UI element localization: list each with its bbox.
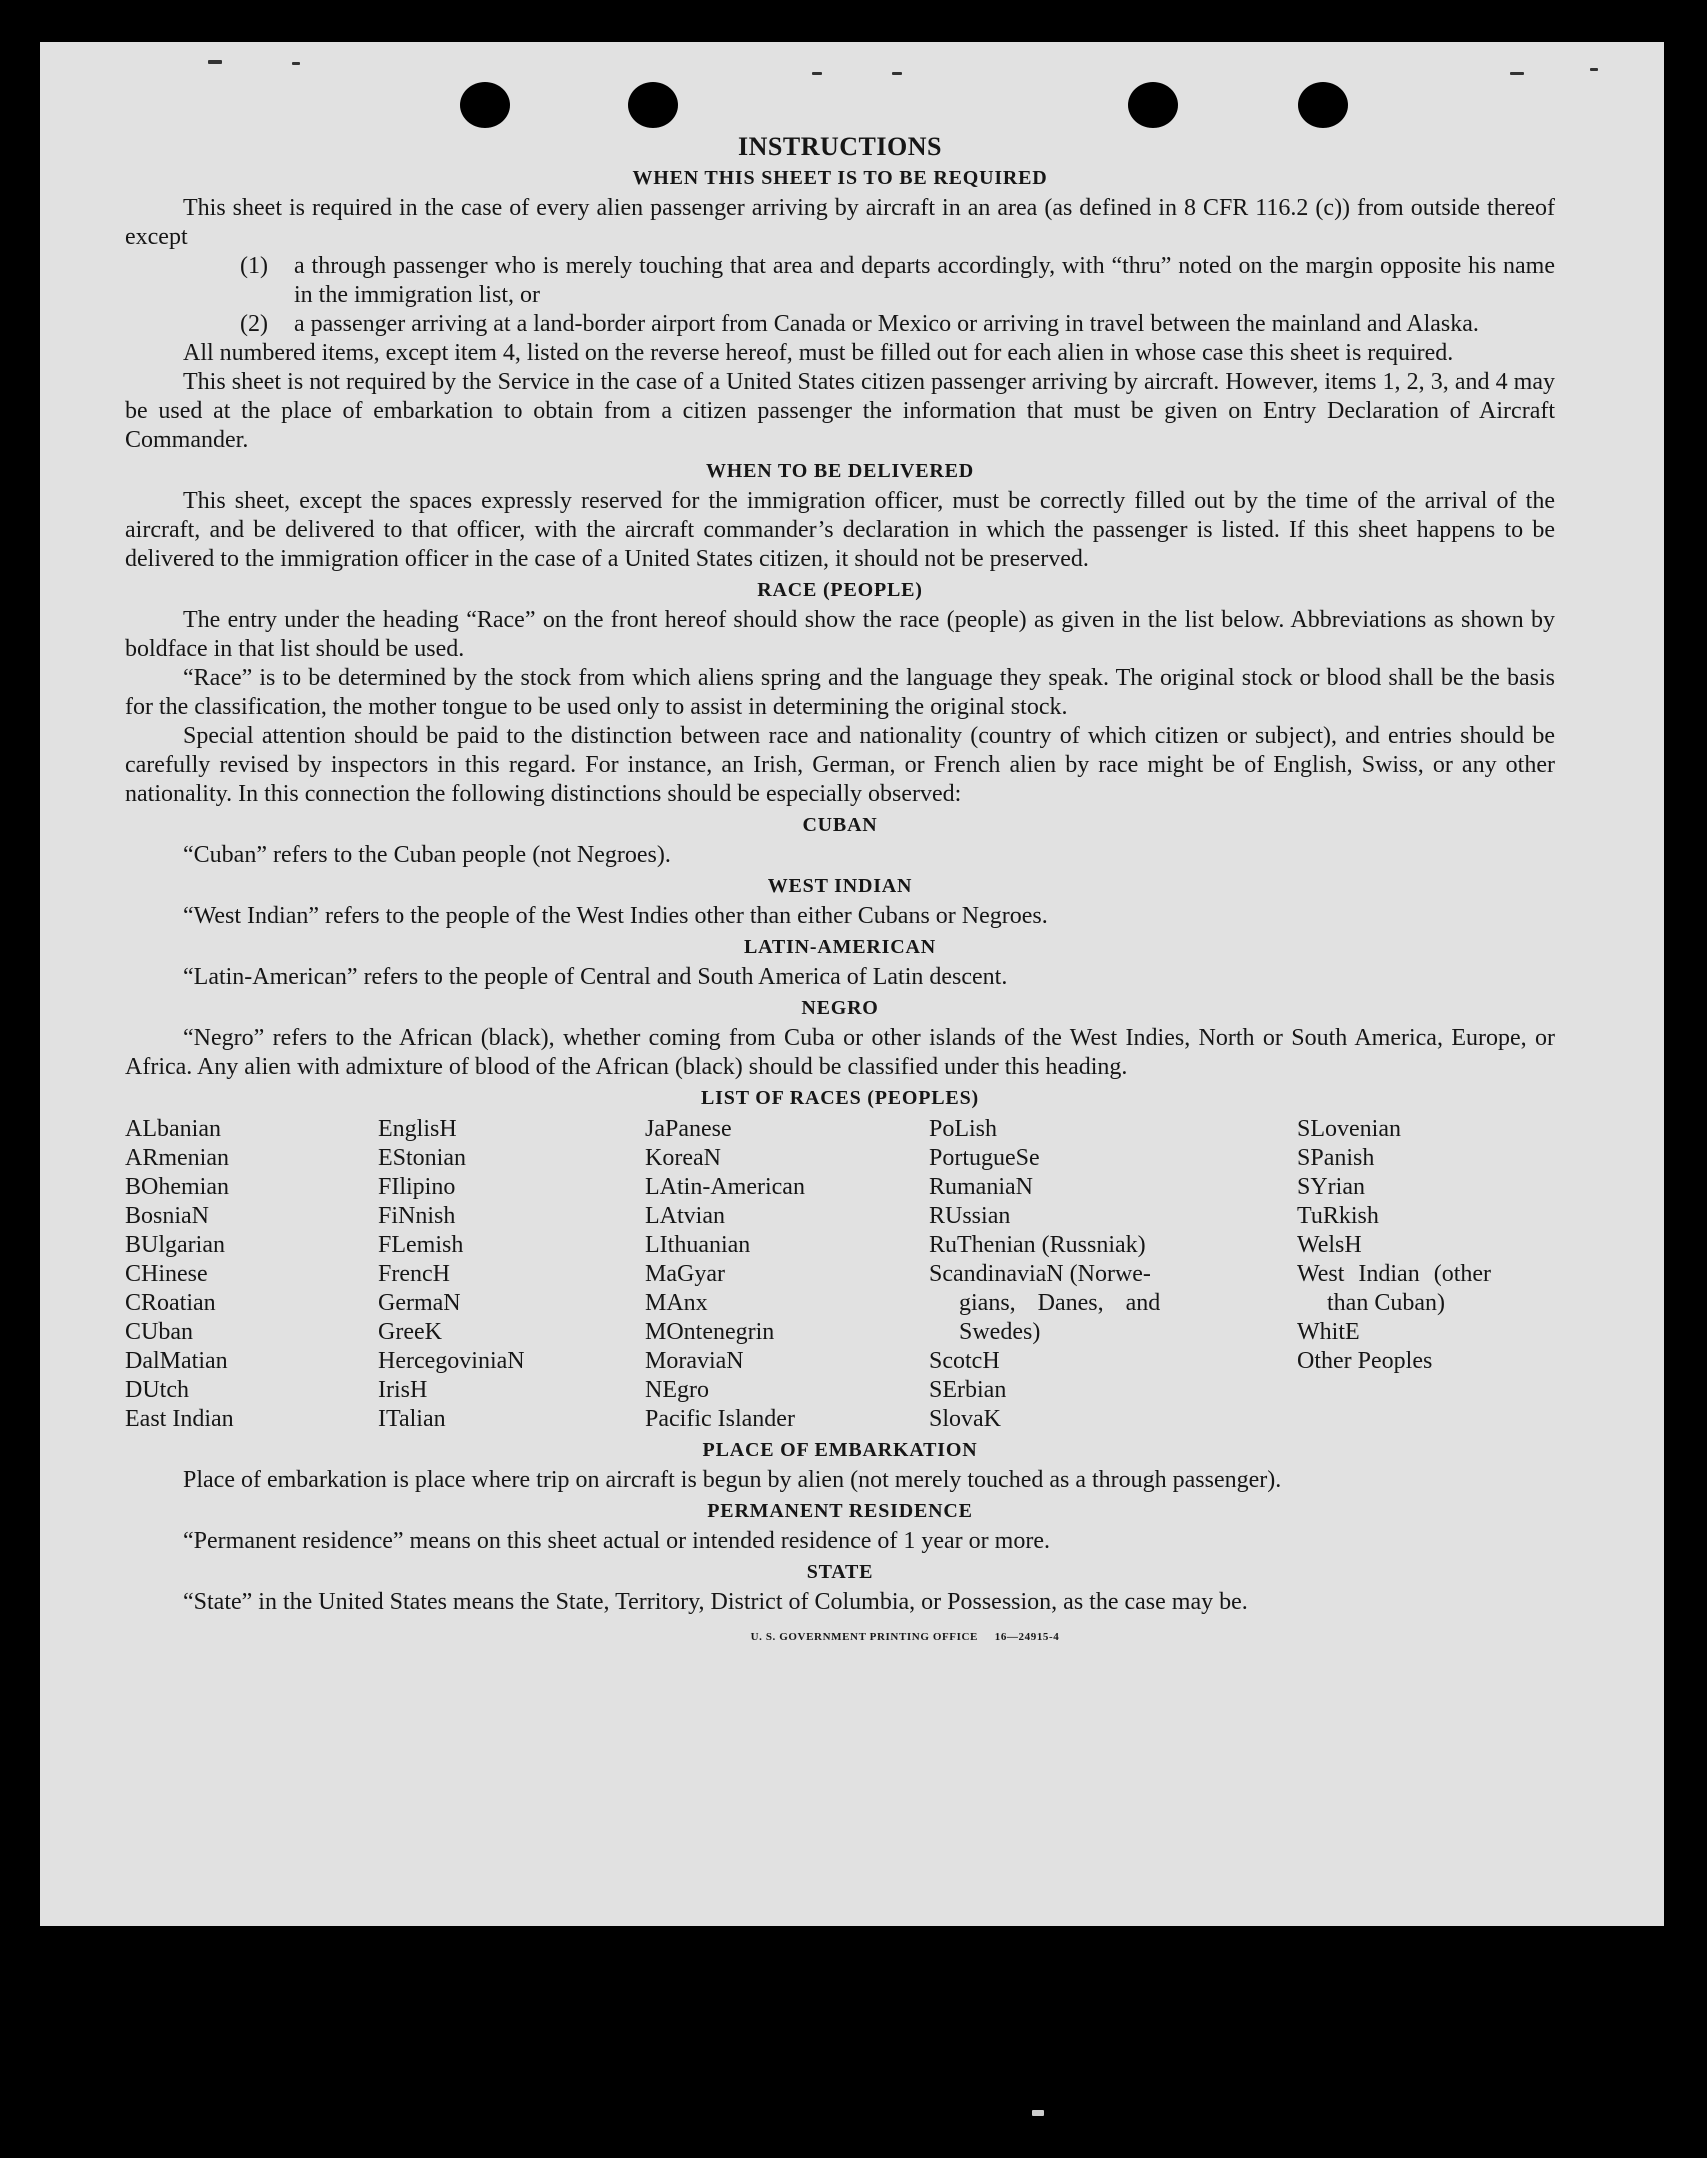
race-column <box>645 1115 929 1434</box>
race-item: MaGyar <box>645 1261 725 1287</box>
race-item: West Indian (other <box>1297 1261 1492 1287</box>
list-item <box>240 252 1555 310</box>
race-item: IrisH <box>378 1377 428 1403</box>
race-item: ARmenian <box>125 1145 229 1171</box>
punch-hole <box>1298 82 1348 128</box>
race-item: CRoatian <box>125 1290 216 1316</box>
punch-hole <box>460 82 510 128</box>
paragraph: “Negro” refers to the African (black), whether coming from Cuba or other islands of the West Indies, North or South America, Europe, or Africa. Any alien with admixture of blood of the African (black) should be classified under this heading. <box>125 1025 1555 1080</box>
item-text: a through passenger who is merely touching that area and departs accordingly, with “thru” noted on the margin opposite his name in the immigration list, or <box>294 253 1555 308</box>
page-title: INSTRUCTIONS <box>738 132 942 161</box>
race-item: SLovenian <box>1297 1116 1401 1142</box>
race-item: LAtvian <box>645 1203 725 1229</box>
race-item: BOhemian <box>125 1174 229 1200</box>
race-column <box>929 1115 1297 1434</box>
race-item: WhitE <box>1297 1319 1360 1345</box>
race-item: ScotcH <box>929 1348 1000 1374</box>
race-item: East Indian <box>125 1406 234 1432</box>
paragraph: Place of embarkation is place where trip on aircraft is begun by alien (not merely touched as a through passenger). <box>183 1467 1282 1493</box>
race-item-continued: gians, Danes, and <box>959 1290 1161 1316</box>
section-heading-cuban: CUBAN <box>802 814 878 836</box>
speck <box>892 72 902 75</box>
race-item: WelsH <box>1297 1232 1362 1258</box>
list-item <box>240 310 1555 339</box>
race-item: CUban <box>125 1319 193 1345</box>
punch-hole <box>628 82 678 128</box>
item-number: (1) <box>240 253 268 279</box>
paragraph: The entry under the heading “Race” on the front hereof should show the race (people) as given in the list below. Abbreviations as shown by boldface in that list should be used. <box>125 607 1555 662</box>
race-item: LIthuanian <box>645 1232 751 1258</box>
paragraph: “State” in the United States means the State, Territory, District of Columbia, or Possession, as the case may be. <box>183 1589 1248 1615</box>
race-item: NEgro <box>645 1377 709 1403</box>
race-column <box>125 1115 378 1434</box>
speck <box>208 60 222 64</box>
race-item: RuThenian (Russniak) <box>929 1232 1146 1258</box>
race-list <box>125 1115 1555 1434</box>
race-item: Other Peoples <box>1297 1348 1433 1374</box>
race-item: ITalian <box>378 1406 446 1432</box>
speck <box>1032 2110 1044 2116</box>
race-item: GermaN <box>378 1290 461 1316</box>
paragraph: “Latin-American” refers to the people of Central and South America of Latin descent. <box>183 964 1008 990</box>
race-item: BUlgarian <box>125 1232 225 1258</box>
race-item: DalMatian <box>125 1348 228 1374</box>
race-item: RumaniaN <box>929 1174 1033 1200</box>
paragraph: This sheet, except the spaces expressly reserved for the immigration officer, must be correctly filled out by the time of the arrival of the aircraft, and be delivered to that officer, with the aircraft commander’s declaration in which the passenger is listed. If this sheet happens to be delivered to the immigration officer in the case of a United States citizen, it should not be preserved. <box>125 488 1555 572</box>
race-item: SErbian <box>929 1377 1007 1403</box>
race-item: LAtin-American <box>645 1174 805 1200</box>
section-heading-negro: NEGRO <box>801 997 879 1019</box>
section-heading-embarkation: PLACE OF EMBARKATION <box>702 1439 978 1461</box>
race-item: MOntenegrin <box>645 1319 775 1345</box>
section-heading-required: WHEN THIS SHEET IS TO BE REQUIRED <box>632 167 1048 189</box>
race-item: PortugueSe <box>929 1145 1040 1171</box>
race-item: SPanish <box>1297 1145 1375 1171</box>
race-item: ScandinaviaN (Norwe- <box>929 1261 1151 1287</box>
paragraph: “West Indian” refers to the people of the West Indies other than either Cubans or Negroes. <box>183 903 1048 929</box>
paragraph: All numbered items, except item 4, listed on the reverse hereof, must be filled out for each alien in whose case this sheet is required. <box>183 340 1454 366</box>
section-heading-state: STATE <box>806 1561 874 1583</box>
race-item: CHinese <box>125 1261 208 1287</box>
item-number: (2) <box>240 311 268 337</box>
instructions-text <box>125 132 1555 1652</box>
paragraph: “Cuban” refers to the Cuban people (not Negroes). <box>183 842 671 868</box>
paragraph: This sheet is required in the case of every alien passenger arriving by aircraft in an area (as defined in 8 CFR 116.2 (c)) from outside thereof except <box>125 195 1555 250</box>
race-item: FLemish <box>378 1232 464 1258</box>
race-item-continued: than Cuban) <box>1327 1290 1445 1316</box>
section-heading-race: RACE (PEOPLE) <box>757 579 923 601</box>
printer-imprint: U. S. GOVERNMENT PRINTING OFFICE 16—24915-4 <box>750 1631 1060 1643</box>
race-item: TuRkish <box>1297 1203 1379 1229</box>
race-item: FrencH <box>378 1261 450 1287</box>
section-heading-residence: PERMANENT RESIDENCE <box>707 1500 973 1522</box>
race-item: MoraviaN <box>645 1348 744 1374</box>
speck <box>812 72 822 75</box>
punch-hole <box>1128 82 1178 128</box>
race-item: HercegoviniaN <box>378 1348 525 1374</box>
race-item: FIlipino <box>378 1174 456 1200</box>
race-item: BosniaN <box>125 1203 209 1229</box>
race-item: Pacific Islander <box>645 1406 795 1432</box>
speck <box>292 62 300 65</box>
paragraph: “Race” is to be determined by the stock from which aliens spring and the language they speak. The original stock or blood shall be the basis for the classification, the mother tongue to be used only to assist in determining the original stock. <box>125 665 1555 720</box>
paragraph: This sheet is not required by the Service in the case of a United States citizen passenger arriving by aircraft. However, items 1, 2, 3, and 4 may be used at the place of embarkation to obtain from a citizen passenger the information that must be given on Entry Declaration of Aircraft Commander. <box>125 369 1555 453</box>
speck <box>1590 68 1598 71</box>
race-column <box>378 1115 645 1434</box>
race-item: SlovaK <box>929 1406 1001 1432</box>
race-item: MAnx <box>645 1290 708 1316</box>
paragraph: “Permanent residence” means on this sheet actual or intended residence of 1 year or more. <box>183 1528 1050 1554</box>
document-page <box>40 42 1664 1926</box>
paragraph: Special attention should be paid to the distinction between race and nationality (country of which citizen or subject), and entries should be carefully revised by inspectors in this regard. For instance, an Irish, German, or French alien by race might be of English, Swiss, or any other nationality. In this connection the following distinctions should be especially observed: <box>125 723 1555 807</box>
race-item: EStonian <box>378 1145 466 1171</box>
section-heading-latin-american: LATIN-AMERICAN <box>744 936 936 958</box>
race-column <box>1297 1115 1552 1434</box>
section-heading-west-indian: WEST INDIAN <box>767 875 913 897</box>
race-item: EnglisH <box>378 1116 457 1142</box>
speck <box>1510 72 1524 75</box>
race-item: PoLish <box>929 1116 998 1142</box>
race-item: GreeK <box>378 1319 442 1345</box>
race-item: KoreaN <box>645 1145 721 1171</box>
section-heading-list: LIST OF RACES (PEOPLES) <box>701 1087 979 1109</box>
race-item: SYrian <box>1297 1174 1365 1200</box>
race-item: ALbanian <box>125 1116 221 1142</box>
section-heading-delivered: WHEN TO BE DELIVERED <box>705 460 975 482</box>
race-item: DUtch <box>125 1377 189 1403</box>
item-text: a passenger arriving at a land-border airport from Canada or Mexico or arriving in travel between the mainland and Alaska. <box>294 311 1479 337</box>
race-item: JaPanese <box>645 1116 732 1142</box>
race-item-continued: Swedes) <box>959 1319 1041 1345</box>
race-item: FiNnish <box>378 1203 456 1229</box>
race-item: RUssian <box>929 1203 1011 1229</box>
